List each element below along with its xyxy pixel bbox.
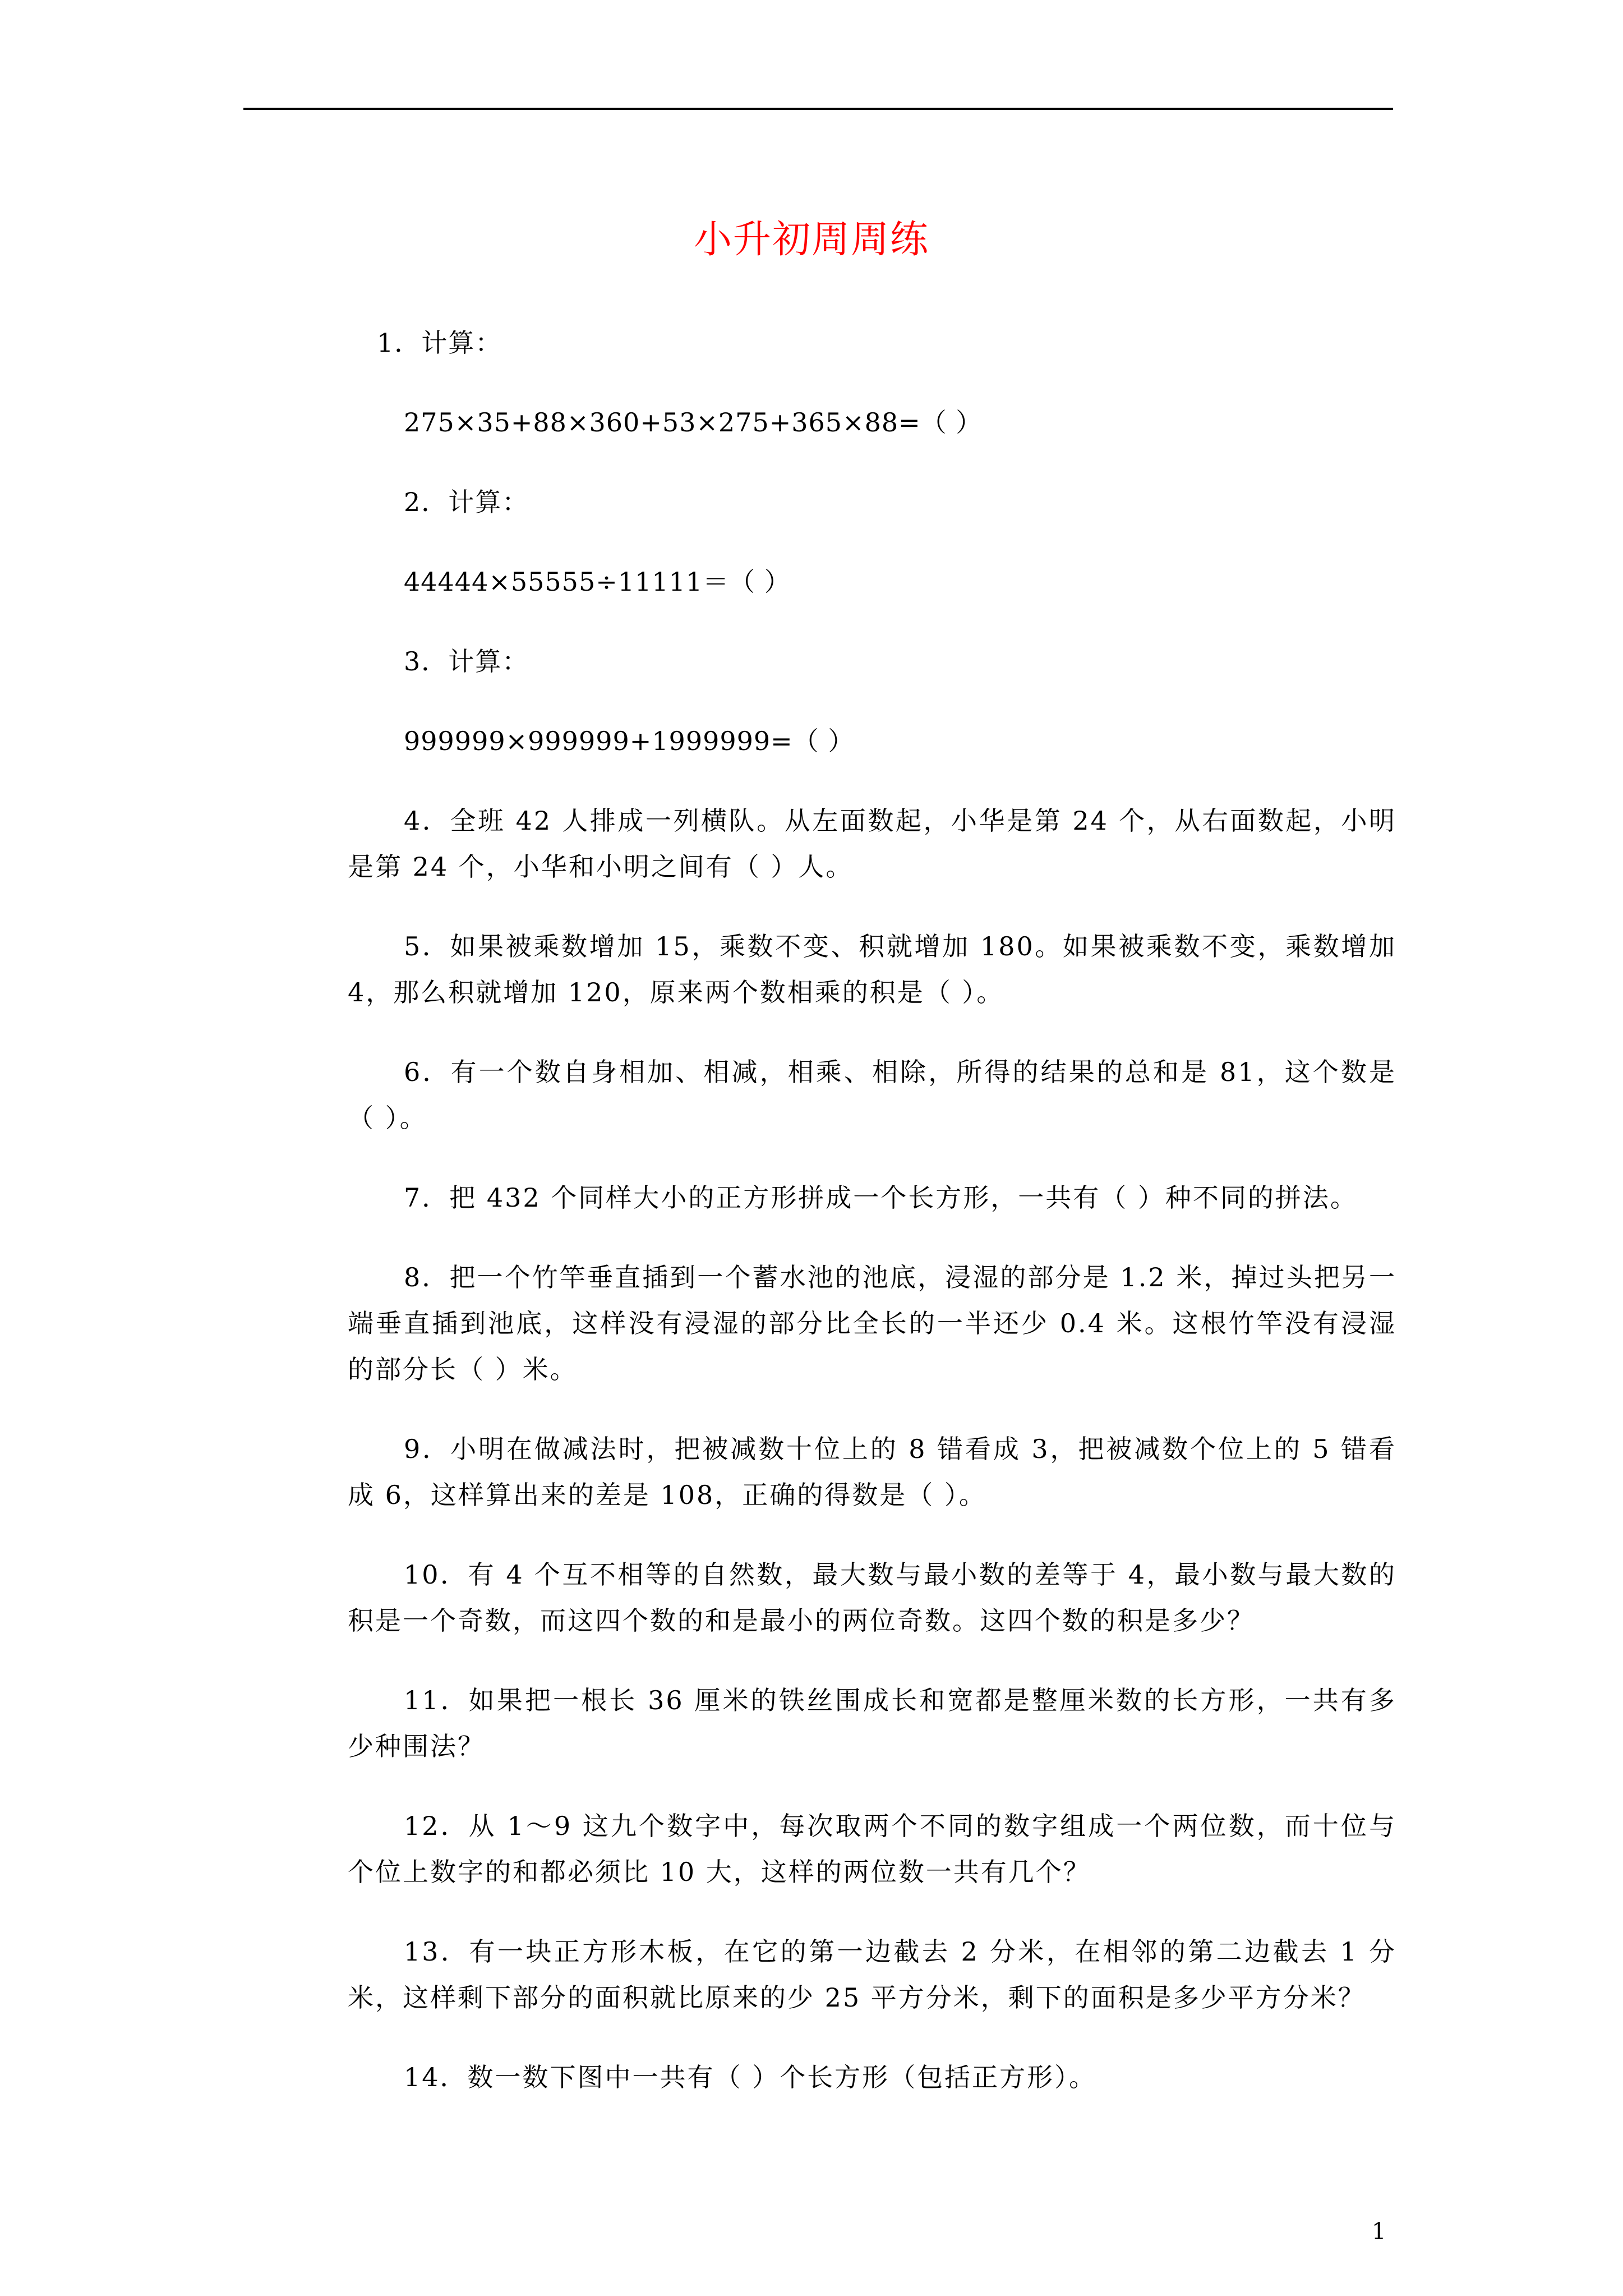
question-13: 13．有一块正方形木板，在它的第一边截去 2 分米，在相邻的第二边截去 1 分米，这样剩下部分的面积就比原来的少 25 平方分米，剩下的面积是多少平方分米？	[348, 1936, 1396, 2013]
question-2-label: 2．计算：	[404, 487, 529, 517]
question-5: 5．如果被乘数增加 15，乘数不变、积就增加 180。如果被乘数不变，乘数增加 4，那么积就增加 120，原来两个数相乘的积是（ ）。	[348, 931, 1396, 1007]
question-list	[348, 320, 1396, 2134]
question-10: 10．有 4 个互不相等的自然数，最大数与最小数的差等于 4，最小数与最大数的积是一个奇数，而这四个数的和是最小的两位奇数。这四个数的积是多少？	[348, 1559, 1396, 1636]
question-11: 11．如果把一根长 36 厘米的铁丝围成长和宽都是整厘米数的长方形，一共有多少种围法？	[348, 1685, 1396, 1761]
question-3-label: 3．计算：	[404, 646, 529, 677]
header-rule	[243, 108, 1393, 110]
question-12: 12．从 1～9 这九个数字中，每次取两个不同的数字组成一个两位数，而十位与个位上数字的和都必须比 10 大，这样的两位数一共有几个？	[348, 1811, 1396, 1887]
question-3-formula: 999999×999999+1999999=（ ）	[404, 726, 855, 756]
question-1-formula: 275×35+88×360+53×275+365×88=（ ）	[404, 407, 983, 438]
question-7: 7．把 432 个同样大小的正方形拼成一个长方形，一共有（ ）种不同的拼法。	[404, 1182, 1358, 1213]
question-1-label: 1．计算：	[377, 328, 502, 358]
question-9: 9．小明在做减法时，把被减数十位上的 8 错看成 3，把被减数个位上的 5 错看成 6，这样算出来的差是 108，正确的得数是（ ）。	[348, 1434, 1396, 1510]
question-14: 14．数一数下图中一共有（ ）个长方形（包括正方形）。	[404, 2062, 1097, 2092]
question-2-formula: 44444×55555÷11111＝（ ）	[404, 567, 791, 597]
page-title: 小升初周周练	[693, 218, 929, 262]
question-4: 4．全班 42 人排成一列横队。从左面数起，小华是第 24 个，从右面数起，小明是第 24 个，小华和小明之间有（ ）人。	[348, 806, 1396, 882]
page-number: 1	[1372, 2219, 1386, 2244]
question-8: 8．把一个竹竿垂直插到一个蓄水池的池底，浸湿的部分是 1.2 米，掉过头把另一端垂直插到池底，这样没有浸湿的部分比全长的一半还少 0.4 米。这根竹竿没有浸湿的部分长（ ）米。	[348, 1262, 1396, 1384]
question-6: 6．有一个数自身相加、相减，相乘、相除，所得的结果的总和是 81，这个数是（ ）。	[348, 1057, 1396, 1133]
